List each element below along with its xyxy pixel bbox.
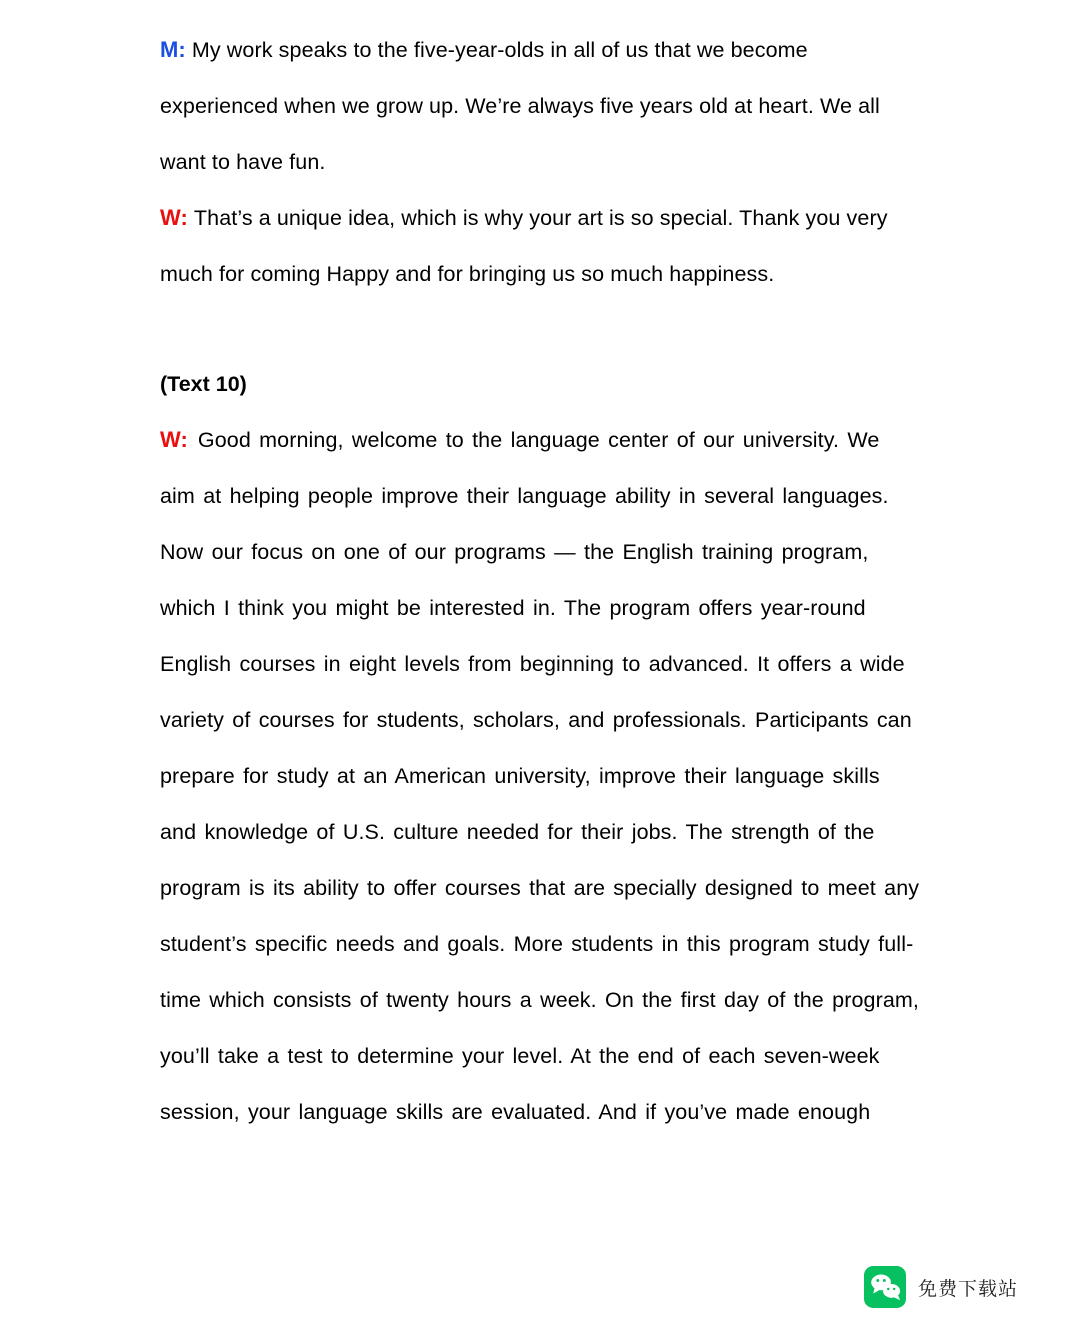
speaker-label-w-1: W:: [160, 205, 188, 230]
speaker-label-w-2: W:: [160, 427, 188, 452]
dialogue-paragraph-1: [160, 22, 920, 190]
monologue-text: Good morning, welcome to the language center of our university. We aim at helping people improve their language ability in several languages. Now our focus on one of our programs — the English training program, which I think you might be interested in. The program offers year-round English courses in eight levels from beginning to advanced. It offers a wide variety of courses for students, scholars, and professionals. Participants can prepare for study at an American university, improve their language skills and knowledge of U.S. culture needed for their jobs. The strength of the program is its ability to offer courses that are specially designed to meet any student’s specific needs and goals. More students in this program study full-time which consists of twenty hours a week. On the first day of the program, you’ll take a test to determine your level. At the end of each seven-week session, your language skills are evaluated. And if you’ve made enough: [160, 428, 920, 1124]
dialogue-paragraph-2: [160, 190, 920, 302]
dialogue-text-2: That’s a unique idea, which is why your art is so special. Thank you very much for coming Happy and for bringing us so much happiness.: [160, 206, 888, 286]
monologue-paragraph: [160, 412, 920, 1140]
paragraph-spacer: [160, 302, 920, 328]
watermark-badge: [850, 1251, 1080, 1323]
dialogue-text-1: My work speaks to the five-year-olds in all of us that we become experienced when we grow up. We’re always five years old at heart. We all want to have fun.: [160, 38, 880, 174]
wechat-icon: [864, 1266, 906, 1308]
speaker-label-m: M:: [160, 37, 186, 62]
watermark-label: 免费下载站: [918, 1277, 1019, 1300]
section-heading: (Text 10): [160, 372, 247, 396]
